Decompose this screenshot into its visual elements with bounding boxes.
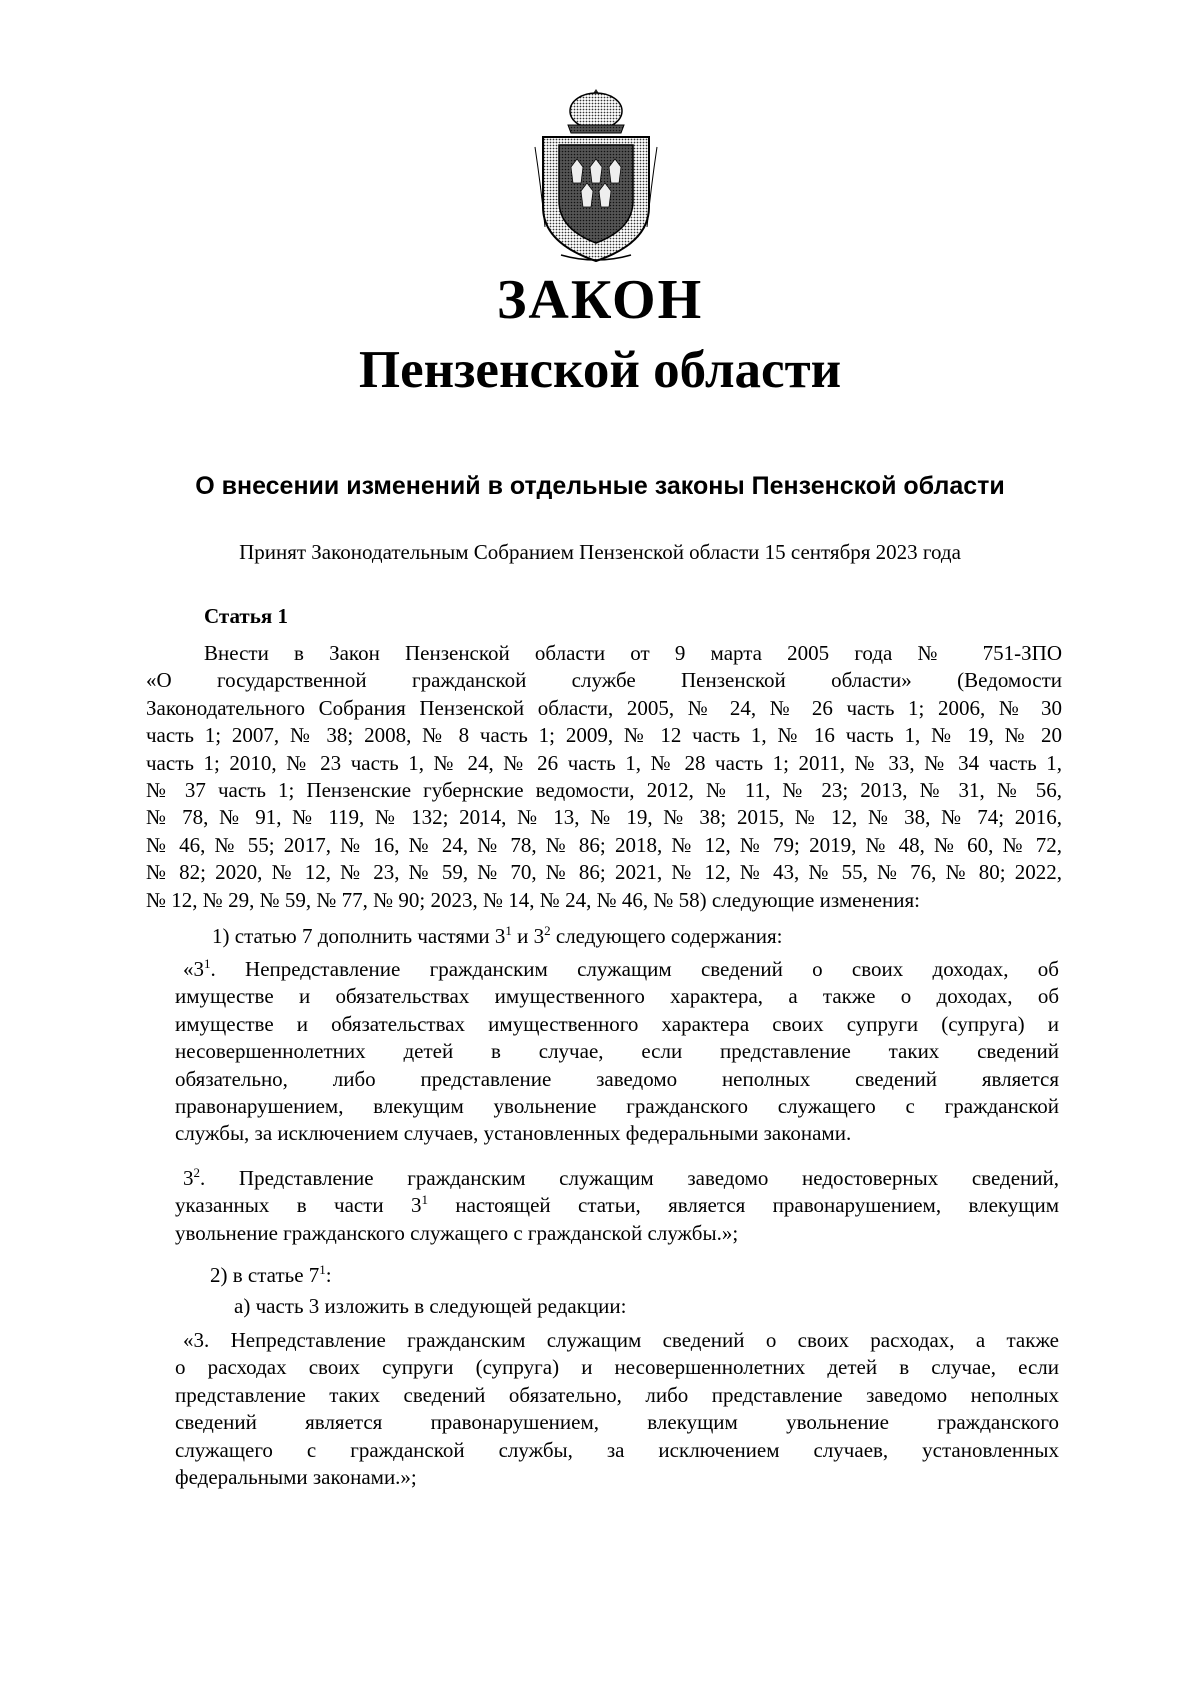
quote-text: . Представление гражданским служащим заведомо недостоверных сведений, (200, 1166, 1059, 1190)
quote-line: представление таких сведений обязательно, либо представление заведомо неполных (175, 1382, 1059, 1407)
quote-line: обязательно, либо представление заведомо неполных сведений является (175, 1066, 1059, 1091)
intro-line: «О государственной гражданской службе Пензенской области» (Ведомости (146, 668, 1062, 693)
intro-line: Законодательного Собрания Пензенской области, 2005, № 24, № 26 часть 1; 2006, № 30 (146, 695, 1062, 720)
item-text: : (325, 1263, 332, 1287)
intro-line: № 12, № 29, № 59, № 77, № 90; 2023, № 14, № 24, № 46, № 58) следующие изменения: (146, 887, 920, 912)
quote-prefix: «3 (183, 957, 204, 981)
quote-prefix: 3 (183, 1166, 194, 1190)
article-heading: Статья 1 (204, 604, 288, 628)
item-text: и 3 (511, 924, 545, 948)
quote-line: правонарушением, влекущим увольнение гражданского служащего с гражданской (175, 1094, 1059, 1119)
superscript: 1 (505, 923, 512, 938)
quote-line: «3. Непредставление гражданским служащим сведений о своих расходах, а также (183, 1328, 1059, 1352)
superscript: 2 (193, 1165, 200, 1180)
quote-text: указанных в части 3 (175, 1193, 422, 1218)
article-intro (146, 640, 1062, 914)
amendment-subitem-a: а) часть 3 изложить в следующей редакции: (234, 1294, 627, 1318)
quote-line (175, 1192, 1059, 1219)
superscript: 1 (204, 956, 211, 971)
quote-text: настоящей статьи, является правонарушением, влекущим (428, 1193, 1059, 1218)
quote-line: сведений является правонарушением, влекущим увольнение гражданского (175, 1410, 1059, 1435)
penza-coat-of-arms-icon (531, 87, 661, 263)
quoted-part-3 (175, 1327, 1059, 1491)
intro-line: № 46, № 55; 2017, № 16, № 24, № 78, № 86; 2018, № 12, № 79; 2019, № 48, № 60, № 72, (146, 832, 1062, 857)
quote-line: службы, за исключением случаев, установленных федеральными законами. (175, 1121, 852, 1146)
quoted-part-3-2 (175, 1165, 1059, 1247)
intro-line: № 82; 2020, № 12, № 23, № 59, № 70, № 86; 2021, № 12, № 43, № 55, № 76, № 80; 2022, (146, 860, 1062, 885)
quote-line (175, 956, 1059, 983)
intro-line: часть 1; 2010, № 23 часть 1, № 24, № 26 часть 1, № 28 часть 1; 2011, № 33, № 34 часть 1, (146, 750, 1062, 775)
superscript: 1 (421, 1192, 429, 1208)
quote-line: служащего с гражданской службы, за исключением случаев, установленных (175, 1437, 1059, 1462)
intro-line: часть 1; 2007, № 38; 2008, № 8 часть 1; 2009, № 12 часть 1, № 16 часть 1, № 19, № 20 (146, 723, 1062, 748)
quote-line: имуществе и обязательствах имущественного характера, а также о доходах, об (175, 984, 1059, 1009)
intro-line: № 37 часть 1; Пензенские губернские ведомости, 2012, № 11, № 23; 2013, № 31, № 56, (146, 778, 1062, 803)
superscript: 1 (319, 1262, 326, 1277)
quote-line (175, 1165, 1059, 1192)
item-text: следующего содержания: (550, 924, 783, 948)
quote-line: увольнение гражданского служащего с гражданской службы.»; (175, 1220, 739, 1245)
item-text: 1) статью 7 дополнить частями 3 (212, 924, 506, 948)
quote-line: о расходах своих супруги (супруга) и несовершеннолетних детей в случае, если (175, 1355, 1059, 1380)
item-text: 2) в статье 7 (210, 1263, 320, 1287)
adoption-note: Принят Законодательным Собранием Пензенской области 15 сентября 2023 года (239, 540, 961, 564)
quote-line: несовершеннолетних детей в случае, если представление таких сведений (175, 1039, 1059, 1064)
quote-line: федеральными законами.»; (175, 1465, 417, 1490)
amendment-item-2 (210, 1262, 332, 1289)
superscript: 2 (544, 923, 551, 938)
intro-line: № 78, № 91, № 119, № 132; 2014, № 13, № 19, № 38; 2015, № 12, № 38, № 74; 2016, (146, 805, 1062, 830)
quoted-part-3-1 (175, 956, 1059, 1148)
law-region: Пензенской области (358, 341, 842, 399)
quote-line: имуществе и обязательствах имущественного характера своих супруги (супруга) и (175, 1011, 1059, 1036)
law-title: ЗАКОН (496, 269, 704, 331)
amendment-item-1 (212, 923, 782, 950)
quote-text: . Непредставление гражданским служащим сведений о своих доходах, об (210, 957, 1059, 981)
intro-line: Внести в Закон Пензенской области от 9 марта 2005 года № 751-ЗПО (204, 641, 1062, 665)
law-subject: О внесении изменений в отдельные законы Пензенской области (195, 472, 1005, 500)
